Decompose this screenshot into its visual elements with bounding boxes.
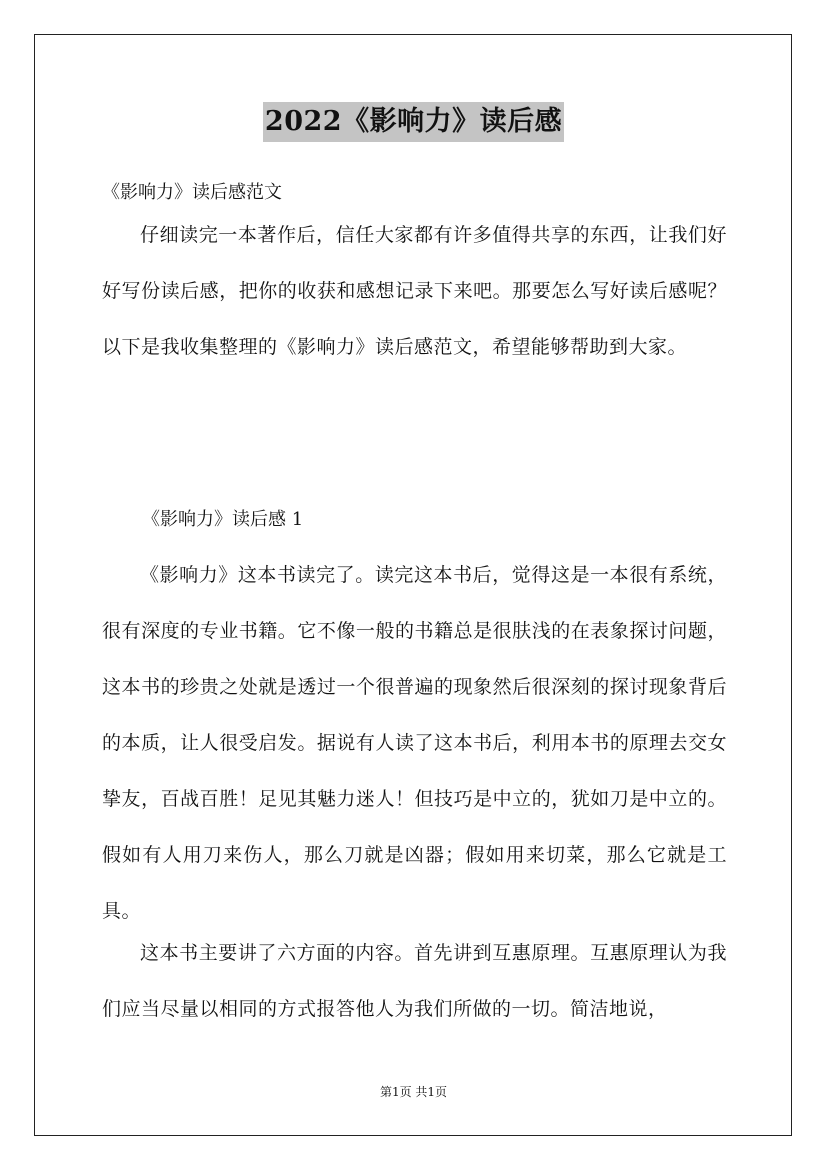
body-paragraph-2: 这本书主要讲了六方面的内容。首先讲到互惠原理。互惠原理认为我们应当尽量以相同的方式报答他人为我们所做的一切。简洁地说， (102, 942, 727, 1020)
document-subtitle: 《影响力》读后感范文 (102, 182, 282, 203)
intro-paragraph: 仔细读完一本著作后，信任大家都有许多值得共享的东西，让我们好好写份读后感，把你的收获和感想记录下来吧。那要怎么写好读后感呢？以下是我收集整理的《影响力》读后感范文，希望能够帮助到大家。 (102, 224, 727, 358)
section-heading: 《影响力》读后感 1 (142, 509, 304, 530)
document-title-text: 2022《影响力》读后感 (263, 102, 564, 142)
page-footer: 第1页 共1页 (379, 1085, 448, 1099)
document-title (0, 100, 827, 142)
body-paragraph-1: 《影响力》这本书读完了。读完这本书后，觉得这是一本很有系统，很有深度的专业书籍。它不像一般的书籍总是很肤浅的在表象探讨问题，这本书的珍贵之处就是透过一个很普遍的现象然后很深刻的探讨现象背后的本质，让人很受启发。据说有人读了这本书后，利用本书的原理去交女挚友，百战百胜！足见其魅力迷人！但技巧是中立的，犹如刀是中立的。假如有人用刀来伤人，那么刀就是凶器；假如用来切菜，那么它就是工具。 (102, 564, 727, 922)
